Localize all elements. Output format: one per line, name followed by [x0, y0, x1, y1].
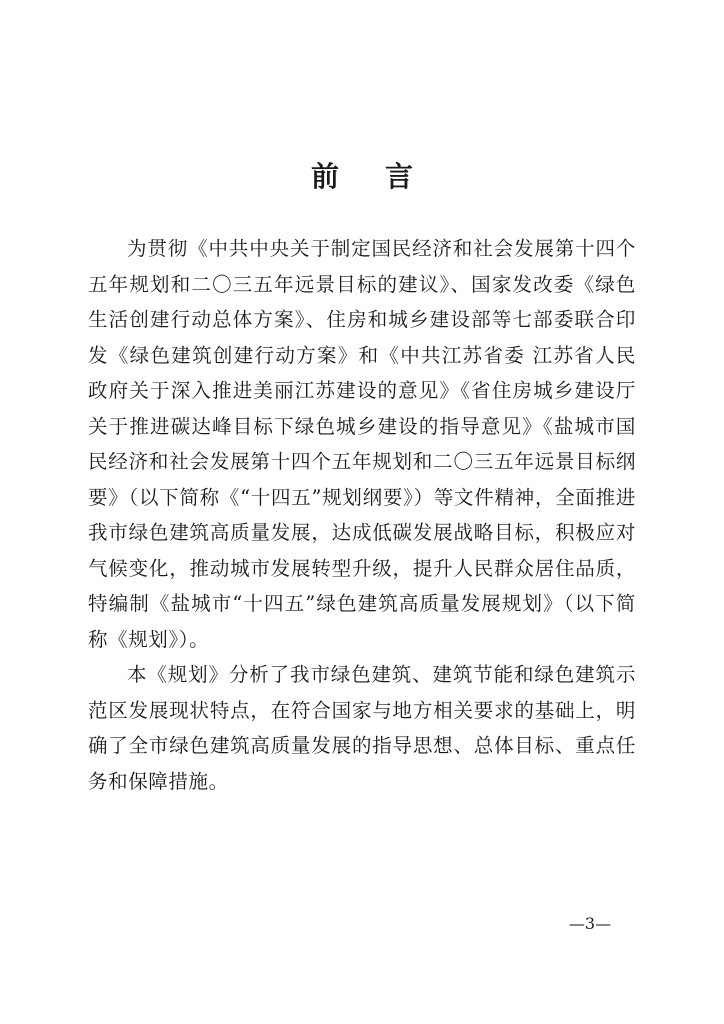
page-number: —3— [568, 914, 612, 933]
paragraph-1: 为贯彻《中共中央关于制定国民经济和社会发展第十四个五年规划和二〇三五年远景目标的建议》、国家发改委《绿色生活创建行动总体方案》、住房和城乡建设部等七部委联合印发《绿色建筑创建行动方案》和《中共江苏省委 江苏省人民政府关于深入推进美丽江苏建设的意见》《省住房城乡建设厅关于推进碳达峰目标下绿色城乡建设的指导意见》《盐城市国民经济和社会发展第十四个五年规划和二〇三五年远景目标纲要》（以下简称《“十四五”规划纲要》）等文件精神，全面推进我市绿色建筑高质量发展，达成低碳发展战略目标，积极应对气候变化，推动城市发展转型升级，提升人民群众居住品质，特编制《盐城市“十四五”绿色建筑高质量发展规划》（以下简称《规划》）。 [88, 237, 636, 651]
title-char-1: 前 [310, 160, 339, 193]
title-char-2: 言 [385, 160, 414, 193]
paragraph-2: 本《规划》分析了我市绿色建筑、建筑节能和绿色建筑示范区发展现状特点，在符合国家与地方相关要求的基础上，明确了全市绿色建筑高质量发展的指导思想、总体目标、重点任务和保障措施。 [88, 663, 636, 793]
document-body [88, 231, 636, 799]
page-title [0, 155, 724, 195]
